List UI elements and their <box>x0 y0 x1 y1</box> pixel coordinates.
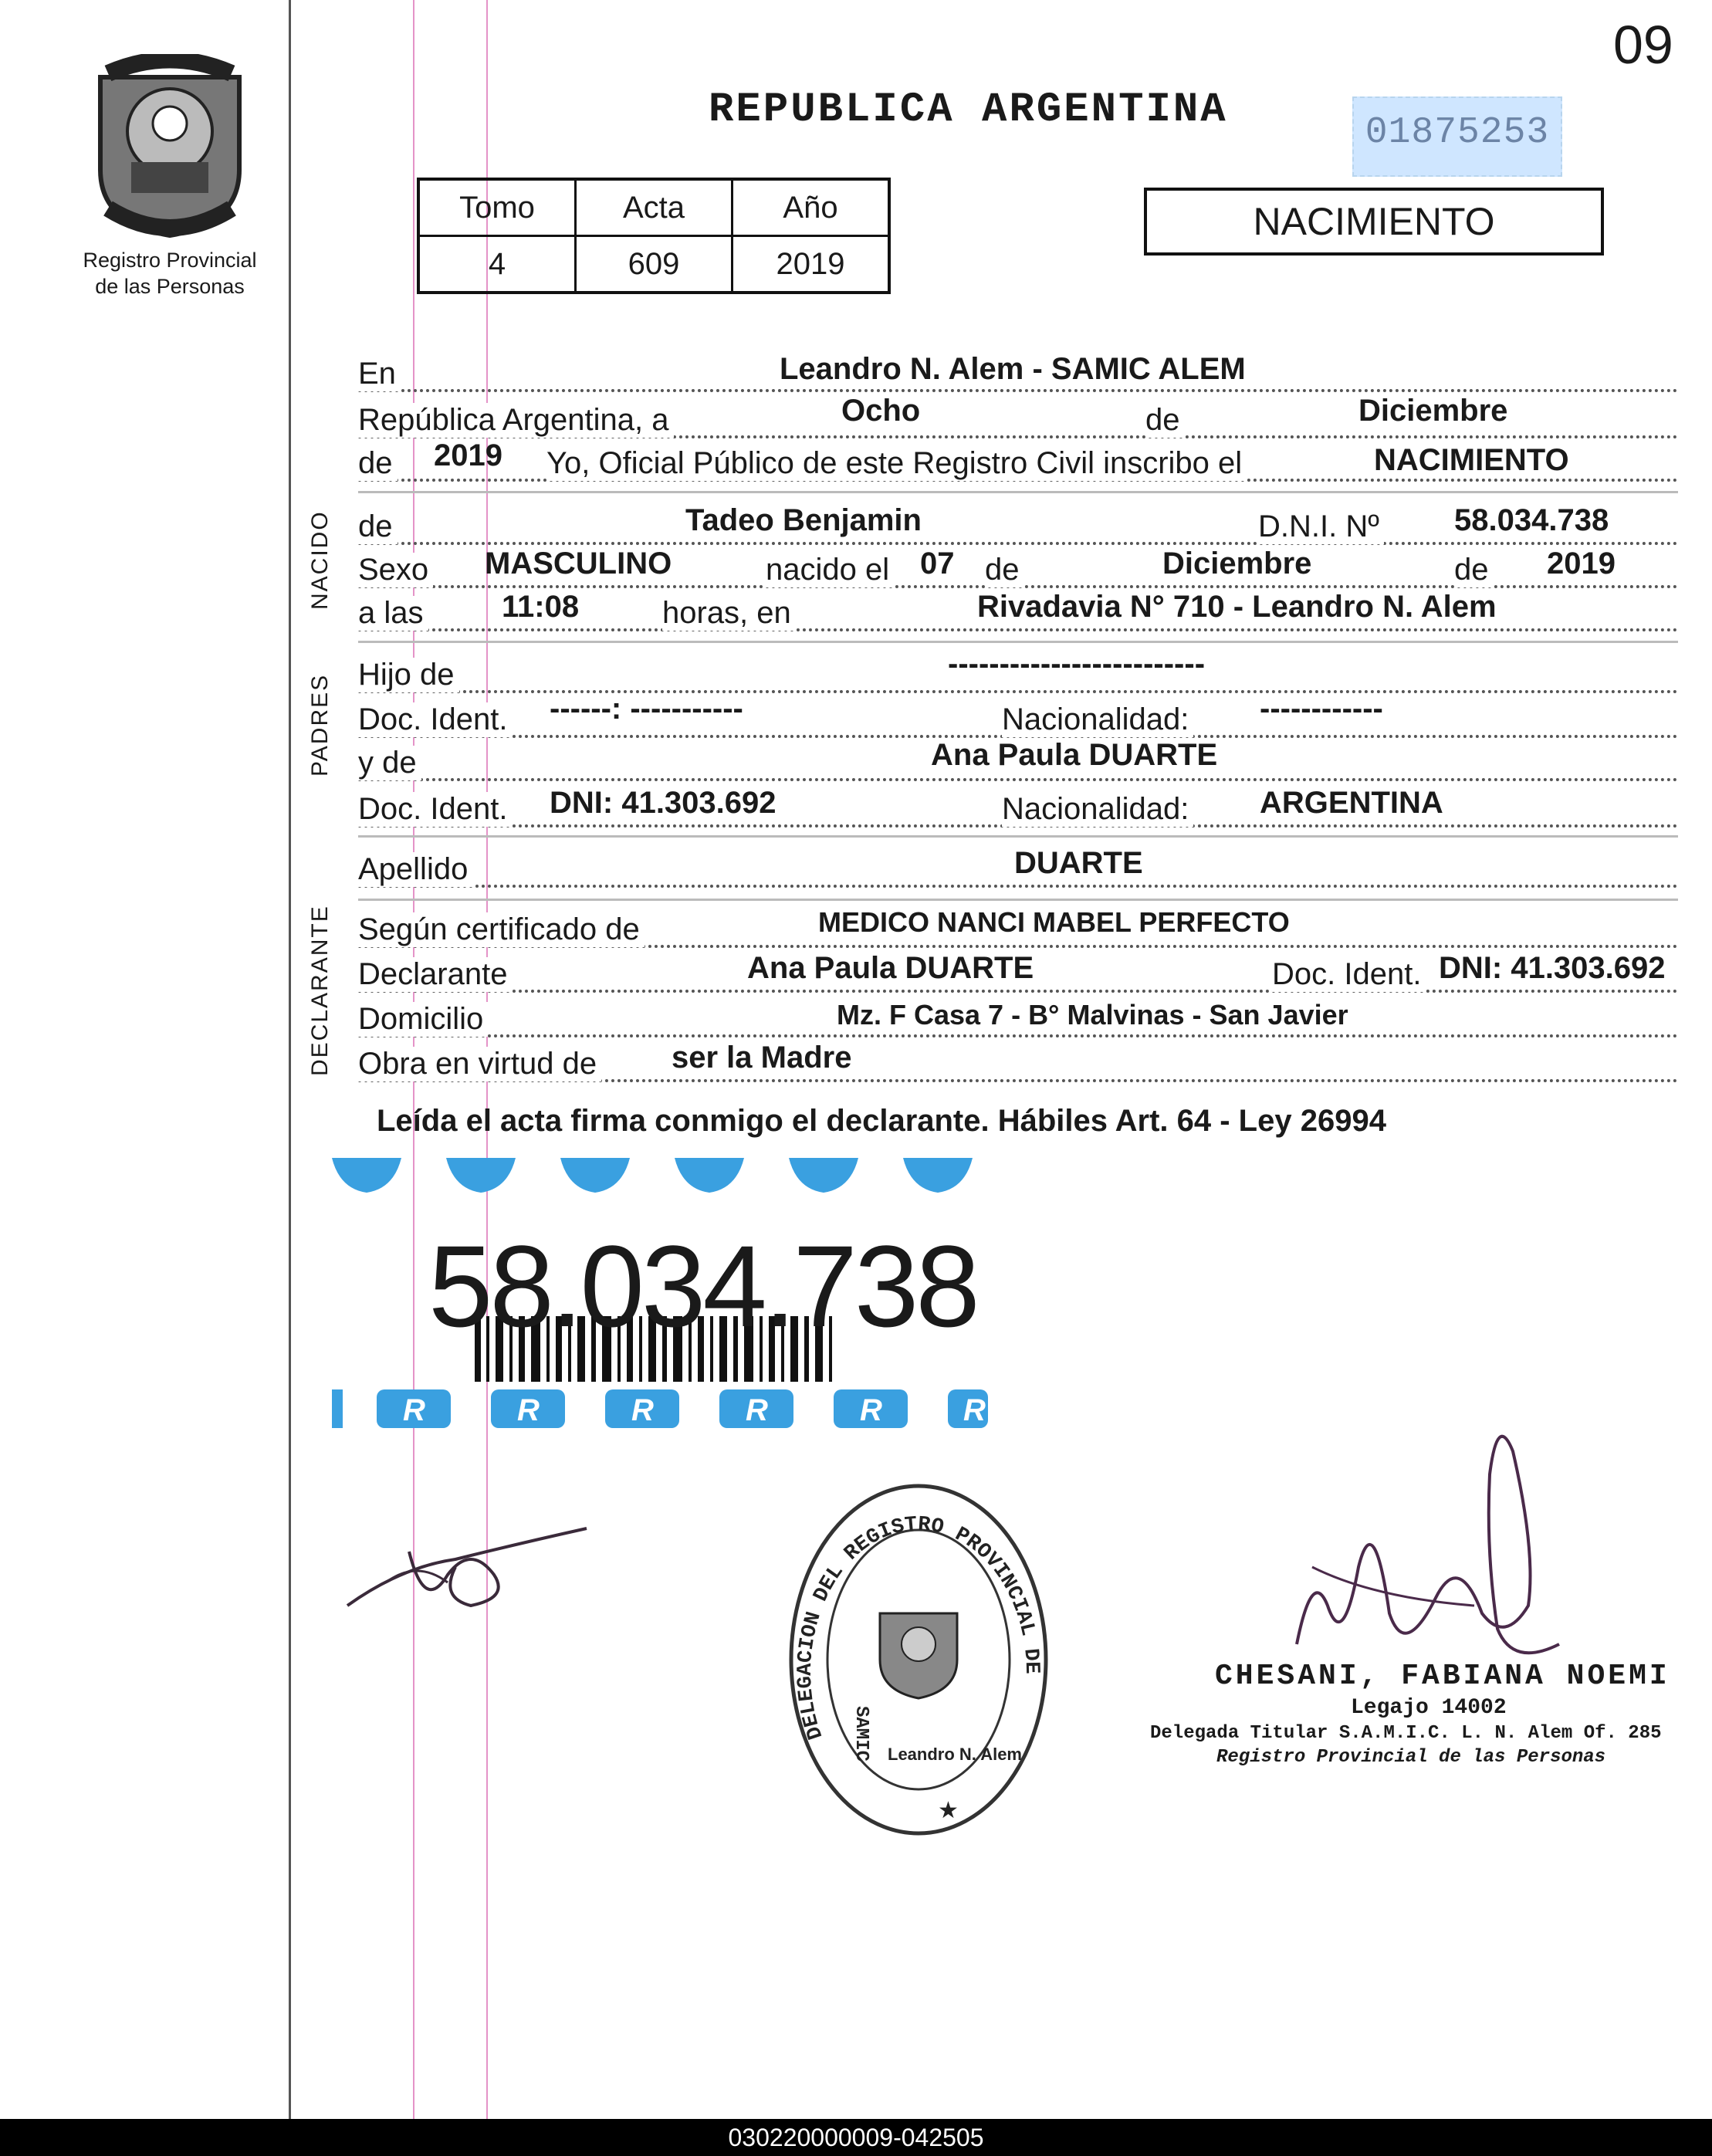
row-nombre <box>358 503 1678 550</box>
section-label-nacido: NACIDO <box>307 510 333 610</box>
row-hora-lugar <box>358 590 1678 636</box>
value-anio-nacimiento: 2019 <box>1547 547 1616 580</box>
value-acta: 609 <box>576 236 733 293</box>
value-declarante-doc: DNI: 41.303.692 <box>1439 951 1666 985</box>
label-de: de <box>985 553 1024 587</box>
stamp-star-icon: ★ <box>938 1798 959 1823</box>
document-title: REPUBLICA ARGENTINA <box>709 86 1228 134</box>
official-signature <box>1281 1413 1590 1683</box>
r-mark: R <box>963 1393 986 1427</box>
label-horas-en: horas, en <box>662 596 796 631</box>
value-padre-nacionalidad: ------------ <box>1260 692 1383 726</box>
value-madre: Ana Paula DUARTE <box>931 738 1218 772</box>
org-name-line2: de las Personas <box>95 275 245 298</box>
value-nombre: Tadeo Benjamin <box>685 503 922 537</box>
official-cargo: Delegada Titular S.A.M.I.C. L. N. Alem Of. 285 <box>1150 1723 1662 1744</box>
footer-code: 030220000009-042505 <box>0 2119 1712 2156</box>
r-logo-row <box>332 1389 988 1428</box>
row-domicilio <box>358 999 1678 1042</box>
value-declarante: Ana Paula DUARTE <box>747 951 1034 985</box>
dni-sticker <box>332 1158 988 1467</box>
value-dia: 07 <box>920 547 955 580</box>
r-mark: R <box>403 1393 425 1427</box>
wave-logo-row <box>332 1158 973 1193</box>
official-legajo: Legajo 14002 <box>1351 1696 1507 1720</box>
coat-of-arms-logo <box>46 54 293 309</box>
stamp-inner-text-2: Leandro N. Alem <box>888 1745 1022 1764</box>
value-domicilio: Mz. F Casa 7 - B° Malvinas - San Javier <box>837 999 1348 1031</box>
row-certificado <box>358 906 1678 953</box>
label-yo: Yo, Oficial Público de este Registro Civil inscribo el <box>546 446 1247 481</box>
row-fecha-inscripcion <box>358 394 1678 443</box>
value-apellido: DUARTE <box>1014 846 1143 880</box>
row-lugar <box>358 352 1678 397</box>
label-dni: D.N.I. Nº <box>1258 509 1384 544</box>
value-lugar-nacimiento: Rivadavia N° 710 - Leandro N. Alem <box>977 590 1497 624</box>
page-number: 09 <box>1613 15 1673 75</box>
value-mes-texto: Diciembre <box>1358 394 1508 428</box>
value-tomo: 4 <box>418 236 576 293</box>
label-apellido: Apellido <box>358 852 472 887</box>
value-anio: 2019 <box>434 438 502 472</box>
stamp-seal <box>780 1474 1057 1845</box>
label-de: de <box>358 509 398 544</box>
r-mark: R <box>746 1393 768 1427</box>
r-mark: R <box>631 1393 654 1427</box>
label-de: de <box>1145 403 1185 438</box>
label-doc-ident: Doc. Ident. <box>1272 957 1426 992</box>
value-hora: 11:08 <box>502 590 580 624</box>
label-nacido-el: nacido el <box>766 553 894 587</box>
row-madre <box>358 738 1678 786</box>
value-madre-nacionalidad: ARGENTINA <box>1260 786 1443 820</box>
value-anio: 2019 <box>733 236 890 293</box>
record-table <box>417 178 891 294</box>
stamp-inner-text-1: SAMIC <box>851 1706 871 1762</box>
stamp-outer-text: DELEGACION DEL REGISTRO PROVINCIAL DE <box>793 1513 1044 1742</box>
value-dia-texto: Ocho <box>841 394 921 428</box>
header-anio: Año <box>733 179 890 236</box>
serial-number: 01875253 <box>1365 112 1550 154</box>
label-domicilio: Domicilio <box>358 1002 488 1037</box>
value-padre-doc: ------: ----------- <box>550 692 743 726</box>
value-obra: ser la Madre <box>672 1041 852 1075</box>
official-signature-block <box>1150 1660 1690 1768</box>
stamp-crest-icon <box>880 1613 957 1698</box>
section-divider <box>358 491 1678 493</box>
sticker-dni-number: 58.034.738 <box>428 1221 977 1351</box>
value-madre-doc: DNI: 41.303.692 <box>550 786 776 820</box>
row-anio-inscripcion <box>358 438 1678 486</box>
official-stamp <box>780 1474 1057 1845</box>
label-declarante: Declarante <box>358 957 512 992</box>
label-sexo: Sexo <box>358 553 433 587</box>
value-lugar: Leandro N. Alem - SAMIC ALEM <box>780 352 1246 386</box>
value-mes: Diciembre <box>1162 547 1312 580</box>
row-sexo-fecha <box>358 547 1678 593</box>
label-y-de: y de <box>358 746 421 780</box>
label-en: En <box>358 357 401 391</box>
label-a-las: a las <box>358 596 428 631</box>
value-sexo: MASCULINO <box>485 547 672 580</box>
label-doc-ident: Doc. Ident. <box>358 792 512 827</box>
label-nacionalidad: Nacionalidad: <box>1002 792 1193 827</box>
margin-line <box>289 0 291 2119</box>
label-segun: Según certificado de <box>358 912 645 947</box>
label-de: de <box>358 446 398 481</box>
r-mark: R <box>517 1393 540 1427</box>
coat-of-arms-icon <box>85 54 255 239</box>
value-certificado: MEDICO NANCI MABEL PERFECTO <box>818 906 1290 938</box>
header-acta: Acta <box>576 179 733 236</box>
section-divider <box>358 641 1678 643</box>
section-divider <box>358 899 1678 901</box>
official-org: Registro Provincial de las Personas <box>1216 1747 1606 1768</box>
declarante-signature <box>340 1513 594 1621</box>
label-republica: República Argentina, a <box>358 403 674 438</box>
r-mark: R <box>860 1393 882 1427</box>
serial-tag <box>1352 96 1562 177</box>
document-type-box: NACIMIENTO <box>1144 188 1604 256</box>
value-padre: ------------------------- <box>948 647 1206 681</box>
value-dni: 58.034.738 <box>1454 503 1609 537</box>
row-obra <box>358 1041 1678 1087</box>
section-label-padres: PADRES <box>307 673 333 777</box>
label-de: de <box>1454 553 1494 587</box>
closing-statement: Leída el acta firma conmigo el declarante. Hábiles Art. 64 - Ley 26994 <box>377 1104 1386 1138</box>
header-tomo: Tomo <box>418 179 576 236</box>
org-name-line1: Registro Provincial <box>83 249 257 272</box>
label-doc-ident: Doc. Ident. <box>358 702 512 737</box>
value-tipo: NACIMIENTO <box>1374 443 1569 477</box>
row-madre-doc <box>358 786 1678 832</box>
official-name: CHESANI, FABIANA NOEMI <box>1215 1660 1670 1693</box>
svg-text:DELEGACION DEL REGISTRO PROVIN <box>780 1474 1043 1742</box>
label-hijo-de: Hijo de <box>358 658 459 692</box>
label-obra: Obra en virtud de <box>358 1047 601 1081</box>
row-padre-doc <box>358 692 1678 743</box>
row-apellido <box>358 846 1678 892</box>
section-divider <box>358 835 1678 838</box>
row-declarante <box>358 951 1678 997</box>
label-nacionalidad: Nacionalidad: <box>1002 702 1193 737</box>
section-label-declarante: DECLARANTE <box>307 905 333 1076</box>
